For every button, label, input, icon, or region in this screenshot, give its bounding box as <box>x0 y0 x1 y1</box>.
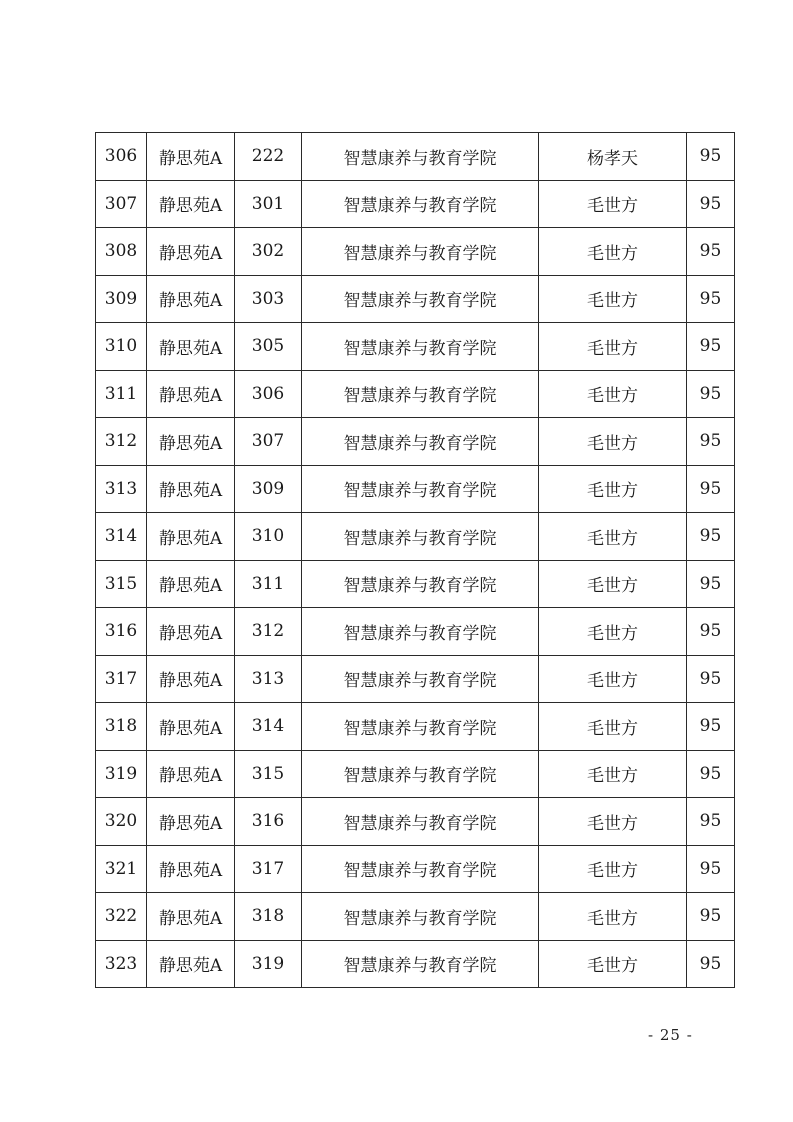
cell-serial-number: 320 <box>96 798 147 846</box>
cell-score: 95 <box>687 418 735 466</box>
cell-serial-number: 321 <box>96 845 147 893</box>
cell-college: 智慧康养与教育学院 <box>302 750 539 798</box>
cell-room-number: 319 <box>235 940 302 988</box>
cell-score: 95 <box>687 703 735 751</box>
cell-college: 智慧康养与教育学院 <box>302 940 539 988</box>
cell-serial-number: 312 <box>96 418 147 466</box>
cell-score: 95 <box>687 798 735 846</box>
cell-score: 95 <box>687 893 735 941</box>
cell-college: 智慧康养与教育学院 <box>302 560 539 608</box>
table-row <box>96 703 735 751</box>
cell-score: 95 <box>687 940 735 988</box>
table-row <box>96 275 735 323</box>
cell-person: 毛世方 <box>539 180 687 228</box>
cell-score: 95 <box>687 465 735 513</box>
cell-person: 毛世方 <box>539 418 687 466</box>
cell-person: 毛世方 <box>539 893 687 941</box>
table-row <box>96 893 735 941</box>
cell-score: 95 <box>687 845 735 893</box>
cell-room-number: 316 <box>235 798 302 846</box>
cell-serial-number: 315 <box>96 560 147 608</box>
cell-college: 智慧康养与教育学院 <box>302 323 539 371</box>
cell-person: 毛世方 <box>539 560 687 608</box>
cell-room-number: 317 <box>235 845 302 893</box>
cell-building: 静思苑A <box>147 608 235 656</box>
cell-college: 智慧康养与教育学院 <box>302 418 539 466</box>
cell-score: 95 <box>687 513 735 561</box>
cell-building: 静思苑A <box>147 133 235 181</box>
cell-room-number: 222 <box>235 133 302 181</box>
cell-person: 毛世方 <box>539 703 687 751</box>
cell-college: 智慧康养与教育学院 <box>302 275 539 323</box>
cell-serial-number: 310 <box>96 323 147 371</box>
cell-building: 静思苑A <box>147 893 235 941</box>
cell-serial-number: 319 <box>96 750 147 798</box>
cell-serial-number: 318 <box>96 703 147 751</box>
table-body <box>96 133 735 988</box>
cell-serial-number: 306 <box>96 133 147 181</box>
cell-college: 智慧康养与教育学院 <box>302 845 539 893</box>
cell-college: 智慧康养与教育学院 <box>302 370 539 418</box>
cell-serial-number: 314 <box>96 513 147 561</box>
cell-building: 静思苑A <box>147 513 235 561</box>
cell-score: 95 <box>687 608 735 656</box>
cell-serial-number: 313 <box>96 465 147 513</box>
cell-score: 95 <box>687 560 735 608</box>
cell-score: 95 <box>687 655 735 703</box>
cell-serial-number: 323 <box>96 940 147 988</box>
cell-score: 95 <box>687 370 735 418</box>
cell-college: 智慧康养与教育学院 <box>302 893 539 941</box>
table-row <box>96 750 735 798</box>
cell-room-number: 311 <box>235 560 302 608</box>
cell-score: 95 <box>687 750 735 798</box>
cell-serial-number: 317 <box>96 655 147 703</box>
cell-room-number: 315 <box>235 750 302 798</box>
cell-person: 毛世方 <box>539 798 687 846</box>
cell-room-number: 307 <box>235 418 302 466</box>
cell-serial-number: 322 <box>96 893 147 941</box>
cell-college: 智慧康养与教育学院 <box>302 608 539 656</box>
cell-person: 毛世方 <box>539 370 687 418</box>
table-row <box>96 180 735 228</box>
table-row <box>96 323 735 371</box>
cell-person: 杨孝天 <box>539 133 687 181</box>
cell-room-number: 303 <box>235 275 302 323</box>
cell-score: 95 <box>687 133 735 181</box>
cell-person: 毛世方 <box>539 275 687 323</box>
cell-room-number: 309 <box>235 465 302 513</box>
cell-score: 95 <box>687 228 735 276</box>
table-row <box>96 133 735 181</box>
cell-person: 毛世方 <box>539 608 687 656</box>
cell-building: 静思苑A <box>147 798 235 846</box>
cell-room-number: 305 <box>235 323 302 371</box>
cell-building: 静思苑A <box>147 418 235 466</box>
cell-building: 静思苑A <box>147 560 235 608</box>
table-row <box>96 845 735 893</box>
table-row <box>96 370 735 418</box>
cell-room-number: 312 <box>235 608 302 656</box>
cell-room-number: 318 <box>235 893 302 941</box>
cell-building: 静思苑A <box>147 845 235 893</box>
cell-serial-number: 307 <box>96 180 147 228</box>
table-row <box>96 228 735 276</box>
cell-person: 毛世方 <box>539 940 687 988</box>
cell-room-number: 306 <box>235 370 302 418</box>
cell-room-number: 301 <box>235 180 302 228</box>
cell-college: 智慧康养与教育学院 <box>302 513 539 561</box>
cell-building: 静思苑A <box>147 703 235 751</box>
cell-college: 智慧康养与教育学院 <box>302 228 539 276</box>
cell-building: 静思苑A <box>147 180 235 228</box>
cell-college: 智慧康养与教育学院 <box>302 465 539 513</box>
cell-building: 静思苑A <box>147 323 235 371</box>
cell-building: 静思苑A <box>147 370 235 418</box>
cell-college: 智慧康养与教育学院 <box>302 655 539 703</box>
cell-score: 95 <box>687 323 735 371</box>
cell-building: 静思苑A <box>147 750 235 798</box>
page-number: - 25 - <box>648 1026 693 1044</box>
cell-serial-number: 308 <box>96 228 147 276</box>
table-row <box>96 560 735 608</box>
cell-building: 静思苑A <box>147 275 235 323</box>
table-row <box>96 655 735 703</box>
cell-room-number: 310 <box>235 513 302 561</box>
table-row <box>96 418 735 466</box>
table-row <box>96 798 735 846</box>
cell-serial-number: 309 <box>96 275 147 323</box>
table-row <box>96 513 735 561</box>
cell-score: 95 <box>687 180 735 228</box>
table-row <box>96 608 735 656</box>
cell-person: 毛世方 <box>539 655 687 703</box>
cell-building: 静思苑A <box>147 655 235 703</box>
cell-college: 智慧康养与教育学院 <box>302 798 539 846</box>
cell-person: 毛世方 <box>539 228 687 276</box>
cell-room-number: 313 <box>235 655 302 703</box>
cell-person: 毛世方 <box>539 845 687 893</box>
cell-serial-number: 316 <box>96 608 147 656</box>
cell-person: 毛世方 <box>539 513 687 561</box>
cell-building: 静思苑A <box>147 228 235 276</box>
cell-college: 智慧康养与教育学院 <box>302 703 539 751</box>
cell-room-number: 302 <box>235 228 302 276</box>
cell-score: 95 <box>687 275 735 323</box>
cell-serial-number: 311 <box>96 370 147 418</box>
cell-person: 毛世方 <box>539 323 687 371</box>
cell-person: 毛世方 <box>539 465 687 513</box>
cell-room-number: 314 <box>235 703 302 751</box>
cell-building: 静思苑A <box>147 940 235 988</box>
cell-college: 智慧康养与教育学院 <box>302 180 539 228</box>
table-row <box>96 465 735 513</box>
dormitory-score-table <box>95 132 735 988</box>
cell-college: 智慧康养与教育学院 <box>302 133 539 181</box>
cell-person: 毛世方 <box>539 750 687 798</box>
table-row <box>96 940 735 988</box>
cell-building: 静思苑A <box>147 465 235 513</box>
